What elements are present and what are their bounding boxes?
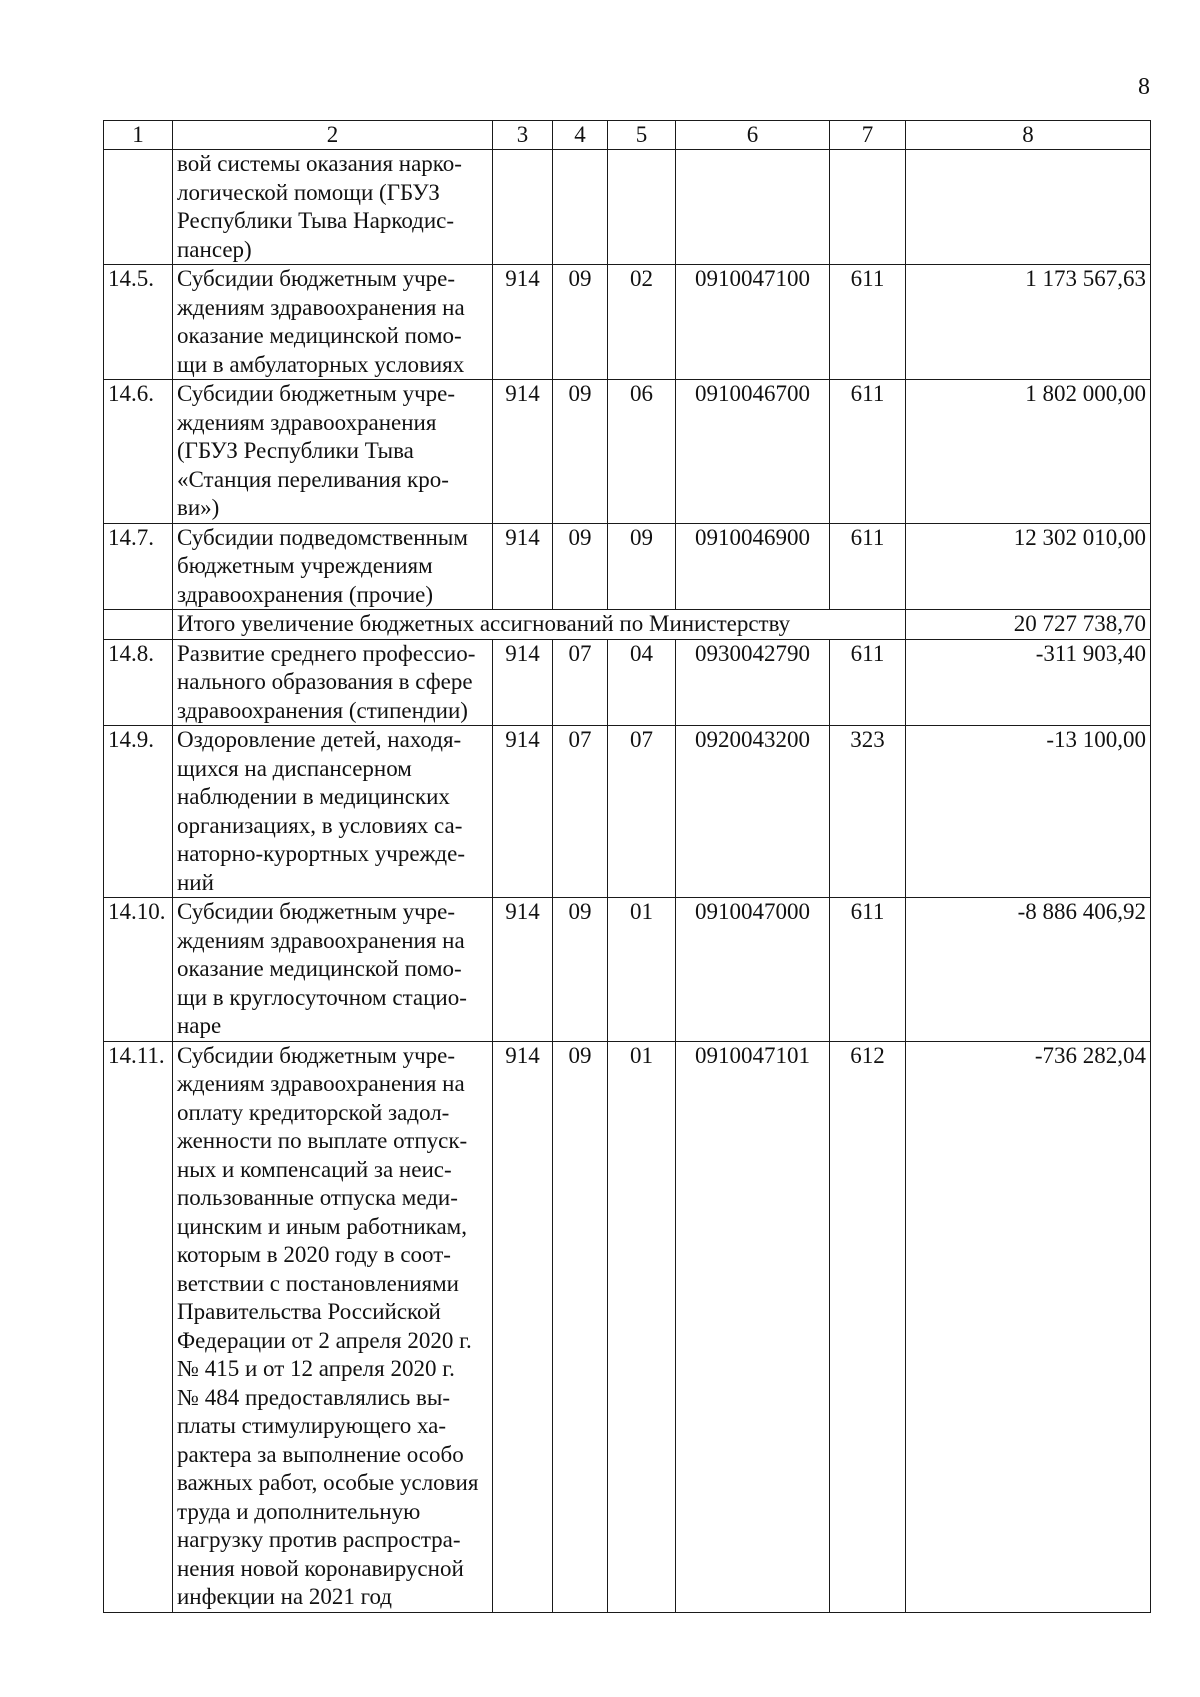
target-article-code: 0910047100 — [676, 265, 830, 380]
subsection-code: 01 — [608, 1041, 676, 1612]
description-line: Федерации от 2 апреля 2020 г. — [177, 1327, 472, 1353]
description-line: Республики Тыва Наркодис- — [177, 208, 455, 233]
continuation-description — [173, 150, 493, 265]
cell-col-5 — [608, 150, 676, 265]
description-line: вой системы оказания нарко- — [177, 151, 462, 176]
amount: 1 173 567,63 — [906, 265, 1151, 380]
section-code: 09 — [553, 265, 608, 380]
description-line: ний — [177, 869, 214, 895]
row-number: 14.11. — [104, 1041, 173, 1612]
description-line: наре — [177, 1013, 222, 1038]
header-col-5: 5 — [608, 121, 676, 150]
cell-col-3 — [493, 150, 553, 265]
total-label: Итого увеличение бюджетных ассигнований по Министерству — [173, 610, 906, 640]
description-line: наблюдении в медицинских — [177, 784, 450, 809]
rows-after-total — [104, 639, 1151, 1612]
header-row — [104, 121, 1151, 150]
table-body — [104, 150, 1151, 265]
table-row — [104, 639, 1151, 726]
subsection-code: 01 — [608, 898, 676, 1042]
header-col-6: 6 — [676, 121, 830, 150]
row-description — [173, 726, 493, 898]
target-article-code: 0920043200 — [676, 726, 830, 898]
header-col-4: 4 — [553, 121, 608, 150]
section-code: 07 — [553, 726, 608, 898]
ministry-code: 914 — [493, 726, 553, 898]
row-description — [173, 898, 493, 1042]
description-line: ждениям здравоохранения на — [177, 1071, 465, 1096]
amount: 1 802 000,00 — [906, 380, 1151, 524]
description-line: здравоохранения (стипендии) — [177, 697, 468, 723]
description-line: Субсидии бюджетным учре- — [177, 899, 456, 924]
expense-type-code: 323 — [830, 726, 906, 898]
row-number: 14.5. — [104, 265, 173, 380]
total-section — [104, 610, 1151, 640]
description-line: (ГБУЗ Республики Тыва — [177, 438, 414, 463]
section-code: 09 — [553, 898, 608, 1042]
row-description — [173, 265, 493, 380]
target-article-code: 0910046900 — [676, 523, 830, 610]
row-number: 14.8. — [104, 639, 173, 726]
subsection-code: 07 — [608, 726, 676, 898]
target-article-code: 0930042790 — [676, 639, 830, 726]
header-col-8: 8 — [906, 121, 1151, 150]
description-line: оказание медицинской помо- — [177, 323, 462, 348]
ministry-code: 914 — [493, 1041, 553, 1612]
description-line: нения новой коронавирусной — [177, 1555, 464, 1581]
description-line: Правительства Российской — [177, 1299, 441, 1324]
row-description — [173, 380, 493, 524]
row-description — [173, 639, 493, 726]
amount: -13 100,00 — [906, 726, 1151, 898]
description-line: рактера за выполнение особо — [177, 1441, 464, 1467]
row-description — [173, 523, 493, 610]
row-description — [173, 1041, 493, 1612]
description-line: ждениям здравоохранения — [177, 409, 437, 435]
ministry-code: 914 — [493, 639, 553, 726]
row-number: 14.6. — [104, 380, 173, 524]
description-line: важных работ, особые условия — [177, 1470, 479, 1495]
description-line: ных и компенсаций за неис- — [177, 1156, 452, 1182]
description-line: «Станция переливания кро- — [177, 466, 449, 492]
subsection-code: 06 — [608, 380, 676, 524]
description-line: щи в круглосуточном стацио- — [177, 984, 467, 1010]
description-line: Субсидии подведомственным — [177, 524, 468, 550]
description-line: бюджетным учреждениям — [177, 553, 433, 578]
page-number: 8 — [1138, 74, 1150, 100]
section-code: 09 — [553, 380, 608, 524]
description-line: № 484 предоставлялись вы- — [177, 1384, 451, 1410]
description-line: щи в амбулаторных условиях — [177, 351, 465, 377]
table-row — [104, 523, 1151, 610]
description-line: ви») — [177, 495, 220, 520]
description-line: оказание медицинской помо- — [177, 956, 462, 981]
table-row — [104, 898, 1151, 1042]
header-col-2: 2 — [173, 121, 493, 150]
row-number: 14.9. — [104, 726, 173, 898]
description-line: оплату кредиторской задол- — [177, 1099, 450, 1125]
description-line: нального образования в сфере — [177, 669, 473, 694]
section-code: 09 — [553, 1041, 608, 1612]
description-line: пользованные отпуска меди- — [177, 1185, 458, 1210]
description-line: женности по выплате отпуск- — [177, 1128, 468, 1153]
total-row — [104, 610, 1151, 640]
description-line: Субсидии бюджетным учре- — [177, 1042, 456, 1068]
section-code: 07 — [553, 639, 608, 726]
total-empty-cell — [104, 610, 173, 640]
amount: -8 886 406,92 — [906, 898, 1151, 1042]
expense-type-code: 611 — [830, 639, 906, 726]
ministry-code: 914 — [493, 265, 553, 380]
description-line: Развитие среднего профессио- — [177, 640, 476, 666]
header-col-1: 1 — [104, 121, 173, 150]
target-article-code: 0910046700 — [676, 380, 830, 524]
amount: -736 282,04 — [906, 1041, 1151, 1612]
cell-col-4 — [553, 150, 608, 265]
section-code: 09 — [553, 523, 608, 610]
expense-type-code: 611 — [830, 523, 906, 610]
description-line: которым в 2020 году в соот- — [177, 1242, 451, 1267]
expense-type-code: 611 — [830, 898, 906, 1042]
description-line: Субсидии бюджетным учре- — [177, 266, 456, 291]
description-line: организациях, в условиях са- — [177, 812, 463, 838]
ministry-code: 914 — [493, 380, 553, 524]
cell-col-7 — [830, 150, 906, 265]
description-line: ждениям здравоохранения на — [177, 927, 465, 953]
cell-col-6 — [676, 150, 830, 265]
description-line: Субсидии бюджетным учре- — [177, 381, 456, 406]
subsection-code: 02 — [608, 265, 676, 380]
expense-type-code: 612 — [830, 1041, 906, 1612]
description-line: логической помощи (ГБУЗ — [177, 179, 440, 205]
table-row — [104, 380, 1151, 524]
subsection-code: 09 — [608, 523, 676, 610]
header-col-7: 7 — [830, 121, 906, 150]
budget-table — [103, 120, 1151, 1613]
cell-col-8 — [906, 150, 1151, 265]
description-line: наторно-курортных учрежде- — [177, 841, 465, 866]
target-article-code: 0910047000 — [676, 898, 830, 1042]
expense-type-code: 611 — [830, 380, 906, 524]
description-line: труда и дополнительную — [177, 1498, 421, 1524]
total-amount: 20 727 738,70 — [906, 610, 1151, 640]
continuation-row — [104, 150, 1151, 265]
description-line: пансер) — [177, 236, 252, 262]
description-line: цинским и иным работникам, — [177, 1213, 467, 1239]
ministry-code: 914 — [493, 523, 553, 610]
header-col-3: 3 — [493, 121, 553, 150]
description-line: инфекции на 2021 год — [177, 1584, 392, 1609]
table-header — [104, 121, 1151, 150]
description-line: платы стимулирующего ха- — [177, 1413, 447, 1438]
table-row — [104, 1041, 1151, 1612]
description-line: нагрузку против распростра- — [177, 1527, 461, 1552]
description-line: щихся на диспансерном — [177, 755, 412, 781]
description-line: № 415 и от 12 апреля 2020 г. — [177, 1356, 455, 1381]
description-line: ветствии с постановлениями — [177, 1270, 459, 1296]
subsection-code: 04 — [608, 639, 676, 726]
description-line: здравоохранения (прочие) — [177, 581, 433, 607]
expense-type-code: 611 — [830, 265, 906, 380]
table-row — [104, 265, 1151, 380]
row-number-cell — [104, 150, 173, 265]
description-line: ждениям здравоохранения на — [177, 294, 465, 320]
table-row — [104, 726, 1151, 898]
rows-before-total — [104, 265, 1151, 610]
row-number: 14.10. — [104, 898, 173, 1042]
target-article-code: 0910047101 — [676, 1041, 830, 1612]
amount: -311 903,40 — [906, 639, 1151, 726]
ministry-code: 914 — [493, 898, 553, 1042]
row-number: 14.7. — [104, 523, 173, 610]
description-line: Оздоровление детей, находя- — [177, 727, 462, 752]
amount: 12 302 010,00 — [906, 523, 1151, 610]
